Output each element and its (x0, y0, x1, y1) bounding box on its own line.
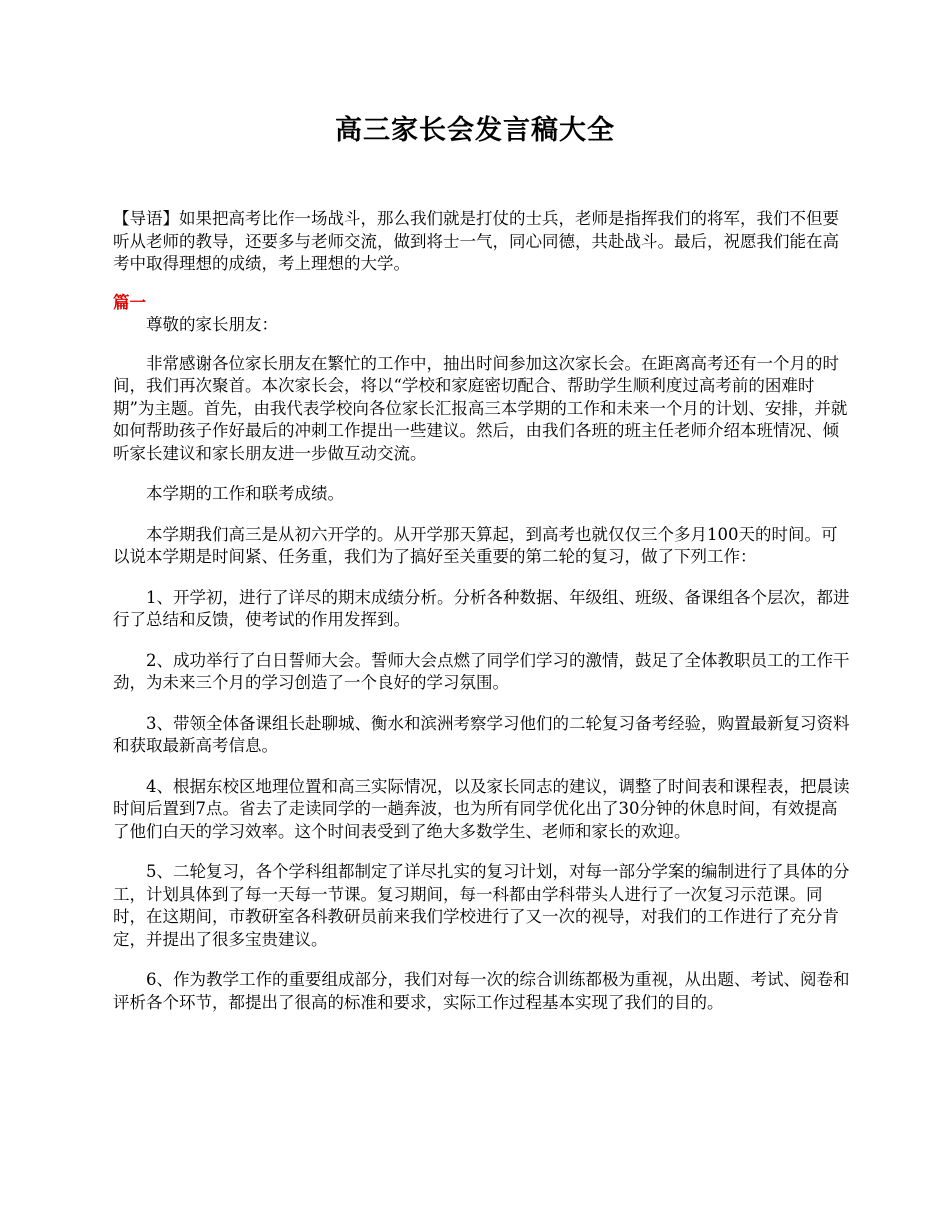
list-item-paragraph: 1、开学初，进行了详尽的期末成绩分析。分析各种数据、年级组、班级、备课组各个层次，都进行了总结和反馈，使考试的作用发挥到。 (113, 587, 850, 629)
section-heading: 篇一 (113, 292, 146, 312)
document-body (113, 208, 851, 1032)
intro-paragraph: 【导语】如果把高考比作一场战斗，那么我们就是打仗的士兵，老师是指挥我们的将军，我们不但要听从老师的教导，还要多与老师交流，做到将士一气，同心同德，共赴战斗。最后，祝愿我们能在高考中取得理想的成绩，考上理想的大学。 (113, 209, 839, 273)
document-title: 高三家长会发言稿大全 (335, 115, 615, 146)
list-item-paragraph: 2、成功举行了白日誓师大会。誓师大会点燃了同学们学习的激情，鼓足了全体教职员工的工作干劲，为未来三个月的学习创造了一个良好的学习氛围。 (113, 650, 850, 692)
list-item-paragraph: 6、作为教学工作的重要组成部分，我们对每一次的综合训练都极为重视，从出题、考试、阅卷和评析各个环节，都提出了很高的标准和要求，实际工作过程基本实现了我们的目的。 (113, 970, 850, 1012)
body-paragraph: 本学期我们高三是从初六开学的。从开学那天算起，到高考也就仅仅三个多月100天的时间。可以说本学期是时间紧、任务重，我们为了搞好至关重要的第二轮的复习，做了下列工作： (113, 524, 838, 566)
salutation-paragraph: 尊敬的家长朋友： (146, 315, 278, 334)
body-paragraph: 本学期的工作和联考成绩。 (146, 484, 344, 503)
list-item-paragraph: 4、根据东校区地理位置和高三实际情况，以及家长同志的建议，调整了时间表和课程表，把晨读时间后置到7点。省去了走读同学的一趟奔波，也为所有同学优化出了30分钟的休息时间，有效提高了他们白天的学习效率。这个时间表受到了绝大多数学生、老师和家长的欢迎。 (113, 776, 850, 841)
list-item-paragraph: 3、带领全体备课组长赴聊城、衡水和滨洲考察学习他们的二轮复习备考经验，购置最新复习资料和获取最新高考信息。 (113, 713, 850, 755)
body-paragraph: 非常感谢各位家长朋友在繁忙的工作中，抽出时间参加这次家长会。在距离高考还有一个月的时间，我们再次聚首。本次家长会，将以“学校和家庭密切配合、帮助学生顺利度过高考前的困难时期”为主题。首先，由我代表学校向各位家长汇报高三本学期的工作和未来一个月的计划、安排，并就如何帮助孩子作好最后的冲刺工作提出一些建议。然后，由我们各班的班主任老师介绍本班情况、倾听家长建议和家长朋友进一步做互动交流。 (113, 353, 848, 463)
list-item-paragraph: 5、二轮复习，各个学科组都制定了详尽扎实的复习计划，对每一部分学案的编制进行了具体的分工，计划具体到了每一天每一节课。复习期间，每一科都由学科带头人进行了一次复习示范课。同时，在这期间，市教研室各科教研员前来我们学校进行了又一次的视导，对我们的工作进行了充分肯定，并提出了很多宝贵建议。 (113, 862, 850, 949)
